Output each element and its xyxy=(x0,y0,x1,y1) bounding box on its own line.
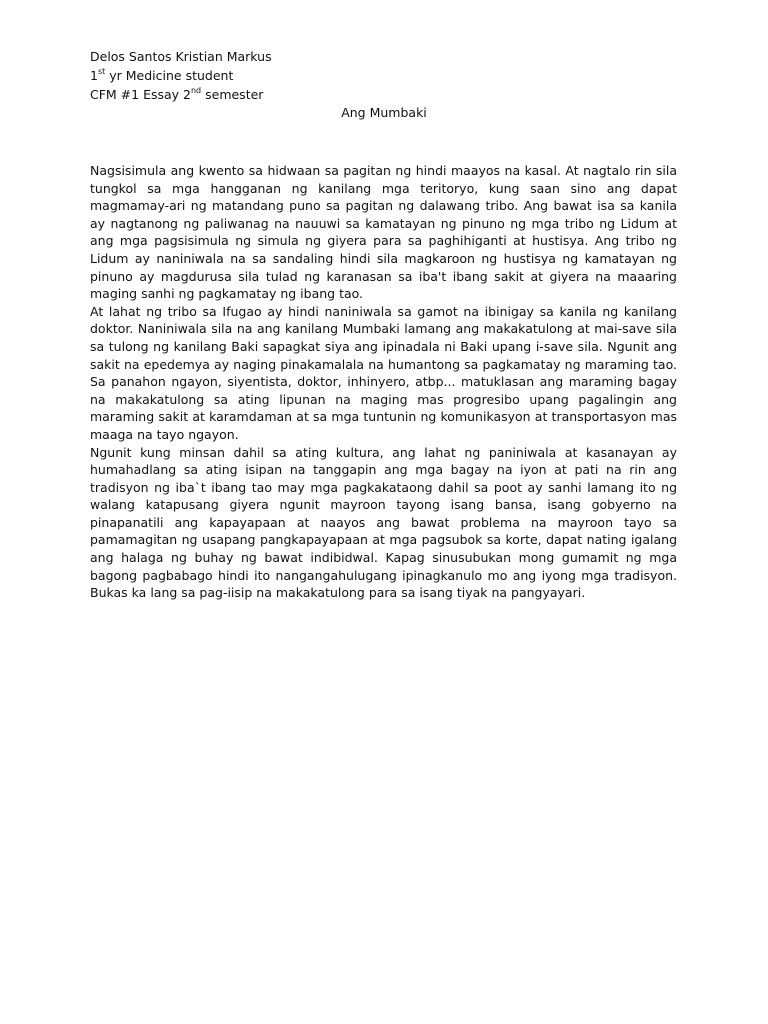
paragraph-3: Ngunit kung minsan dahil sa ating kultura, ang lahat ng paniniwala at kasanayan ay humahadlang sa ating isipan na tanggapin ang mga bagay na iyon at pati na rin ang tradisyon ng iba`t ibang tao may mga pagkakataong dahil sa poot ay sanhi lamang ito ng walang katapusang giyera ngunit mayroon tayong isang bansa, isang gobyerno na pinapanatili ang kapayapaan at naayos ang bawat problema na mayroon tayo sa pamamagitan ng usapang pangkapayapaan at mga pagsubok sa korte, dapat nating igalang ang halaga ng buhay ng bawat indibidwal. Kapag sinusubukan mong gumamit ng mga bagong pagbabago hindi ito nangangahulugang ipinagkanulo mo ang iyong mga tradisyon. Bukas ka lang sa pag-iisip na makakatulong para sa isang tiyak na pangyayari. xyxy=(90,444,677,601)
year-text: yr Medicine student xyxy=(105,68,234,83)
paragraph-1: Nagsisimula ang kwento sa hidwaan sa pagitan ng hindi maayos na kasal. At nagtalo rin sila tungkol sa mga hangganan ng kanilang mga teritoryo, kung saan sino ang dapat magmamay-ari ng matandang puno sa pagitan ng dalawang tribo. Ang bawat isa sa kanila ay nagtanong ng paliwanag na nauuwi sa kamatayan ng pinuno ng mga tribo ng Lidum at ang mga pagsisimula ng simula ng giyera para sa paghihiganti at hustisya. Ang tribo ng Lidum ay naniniwala na sa sandaling hindi sila magkaroon ng hustisya ng kamatayan ng pinuno ay magdurusa sila tulad ng karanasan sa iba't ibang sakit at giyera na maaaring maging sanhi ng pagkamatay ng ibang tao. xyxy=(90,163,677,302)
author-name: Delos Santos Kristian Markus xyxy=(90,49,272,64)
essay-body xyxy=(90,162,677,602)
semester-ordinal: nd xyxy=(190,85,202,95)
year-number: 1 xyxy=(90,68,98,83)
essay-info-line xyxy=(90,85,272,104)
semester-text: semester xyxy=(201,87,264,102)
paragraph-2: At lahat ng tribo sa Ifugao ay hindi naniniwala sa gamot na ibinigay sa kanila ng kanilang doktor. Naniniwala sila na ang kanilang Mumbaki lamang ang makakatulong at mai-save sila sa tulong ng kanilang Baki sapagkat siya ang ipinadala ni Baki upang i-save sila. Ngunit ang sakit na epedemya ay naging pinakamalala na humantong sa pagkamatay ng maraming tao. Sa panahon ngayon, siyentista, doktor, inhinyero, atbp... matuklasan ang maraming bagay na makakatulong sa ating lipunan na maging mas progresibo upang pagalingin ang maraming sakit at karamdaman at sa mga tuntunin ng komunikasyon at transportasyon mas maaga na tayo ngayon. xyxy=(90,303,677,442)
essay-prefix: CFM #1 Essay 2 xyxy=(90,87,191,102)
year-ordinal: st xyxy=(97,66,106,76)
essay-title: Ang Mumbaki xyxy=(341,105,427,120)
author-year-line xyxy=(90,66,272,85)
author-header xyxy=(90,47,272,104)
